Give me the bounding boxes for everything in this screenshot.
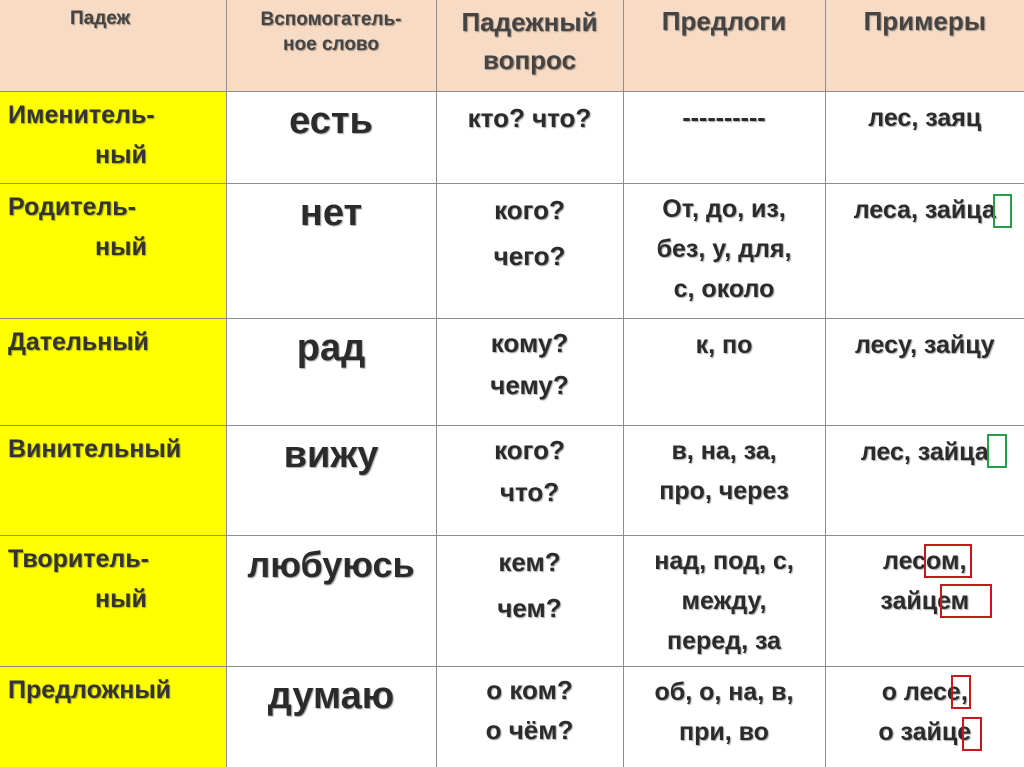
case-name-ending: ный (95, 584, 147, 613)
preposition-line: с, около (673, 274, 775, 303)
question-line: чем? (497, 592, 562, 623)
case-name-ending: ный (95, 140, 147, 169)
table-row (0, 318, 1024, 425)
auxiliary-word-cell (226, 183, 436, 318)
case-name: Именитель- (8, 100, 155, 129)
case-name: Творитель- (8, 544, 149, 573)
preposition-line: над, под, с, (654, 546, 794, 575)
case-name-cell (0, 535, 226, 666)
case-name-cell (0, 91, 226, 183)
preposition-line: От, до, из, (662, 194, 786, 223)
table-row (0, 425, 1024, 535)
question-cell (436, 425, 623, 535)
example-line: лесу, зайцу (854, 330, 995, 359)
examples-cell (825, 425, 1024, 535)
question-cell (436, 91, 623, 183)
case-name-cell (0, 666, 226, 767)
header-auxiliary-word: Вспомогатель- ное слово (226, 0, 436, 91)
examples-cell (825, 91, 1024, 183)
header-case-question: Падежный вопрос (436, 0, 623, 91)
auxiliary-word-cell (226, 535, 436, 666)
prepositions-cell (623, 425, 825, 535)
question-line: кому? (490, 327, 569, 358)
question-line: чего? (493, 240, 566, 271)
question-cell (436, 666, 623, 767)
ending-highlight-mark (993, 194, 1012, 228)
example-line: леса, зайца (853, 195, 996, 224)
question-cell (436, 318, 623, 425)
preposition-line: об, о, на, в, (654, 677, 794, 706)
ending-highlight-mark (987, 434, 1007, 468)
case-name: Предложный (8, 675, 172, 704)
case-name: Дательный (8, 327, 149, 356)
preposition-line: между, (681, 586, 767, 615)
examples-cell (825, 183, 1024, 318)
prepositions-cell (623, 318, 825, 425)
preposition-line: перед, за (667, 626, 781, 655)
preposition-line: в, на, за, (671, 436, 777, 465)
header-prepositions: Предлоги (623, 0, 825, 91)
example-line: зайцем (880, 586, 970, 615)
preposition-line: к, по (695, 330, 753, 359)
prepositions-cell (623, 91, 825, 183)
preposition-line: про, через (659, 476, 789, 505)
auxiliary-word: думаю (267, 674, 395, 717)
prepositions-cell (623, 666, 825, 767)
auxiliary-word: любуюсь (247, 543, 415, 585)
case-name-cell (0, 425, 226, 535)
example-line: лес, заяц (868, 103, 982, 132)
auxiliary-word: есть (289, 99, 373, 142)
question-line: кого? (494, 194, 565, 225)
case-name-cell (0, 183, 226, 318)
case-name: Винительный (8, 434, 182, 463)
table-row (0, 183, 1024, 318)
header-case: Падеж (0, 0, 226, 91)
table-row (0, 535, 1024, 666)
question-line: о чём? (485, 714, 574, 745)
example-line: лес, зайца (860, 437, 989, 466)
ending-highlight-mark (924, 544, 972, 578)
example-line: лесом, (883, 546, 967, 575)
examples-cell (825, 535, 1024, 666)
examples-cell (825, 318, 1024, 425)
question-line: чему? (490, 369, 569, 400)
auxiliary-word-cell (226, 91, 436, 183)
question-cell (436, 535, 623, 666)
case-name-cell (0, 318, 226, 425)
example-line: о зайце (878, 717, 972, 746)
question-line: кого? (494, 434, 565, 465)
preposition-line: ---------- (682, 103, 766, 132)
prepositions-cell (623, 535, 825, 666)
preposition-line: без, у, для, (656, 234, 792, 263)
auxiliary-word: рад (296, 326, 366, 369)
table-row (0, 666, 1024, 767)
examples-cell (825, 666, 1024, 767)
question-cell (436, 183, 623, 318)
case-name-ending: ный (95, 232, 147, 261)
header-examples: Примеры (825, 0, 1024, 91)
question-line: кто? что? (467, 102, 592, 133)
auxiliary-word-cell (226, 666, 436, 767)
case-name: Родитель- (8, 192, 136, 221)
auxiliary-word-cell (226, 425, 436, 535)
ending-highlight-mark (940, 584, 992, 618)
auxiliary-word: нет (299, 191, 363, 234)
auxiliary-word-cell (226, 318, 436, 425)
question-line: кем? (498, 546, 561, 577)
example-line: о лесе, (881, 677, 968, 706)
question-line: что? (499, 476, 560, 507)
header-row (0, 0, 1024, 91)
table-row (0, 91, 1024, 183)
prepositions-cell (623, 183, 825, 318)
ending-highlight-mark (962, 717, 982, 751)
preposition-line: при, во (679, 717, 769, 746)
ending-highlight-mark (951, 675, 971, 709)
question-line: о ком? (486, 674, 573, 705)
auxiliary-word: вижу (283, 433, 379, 476)
